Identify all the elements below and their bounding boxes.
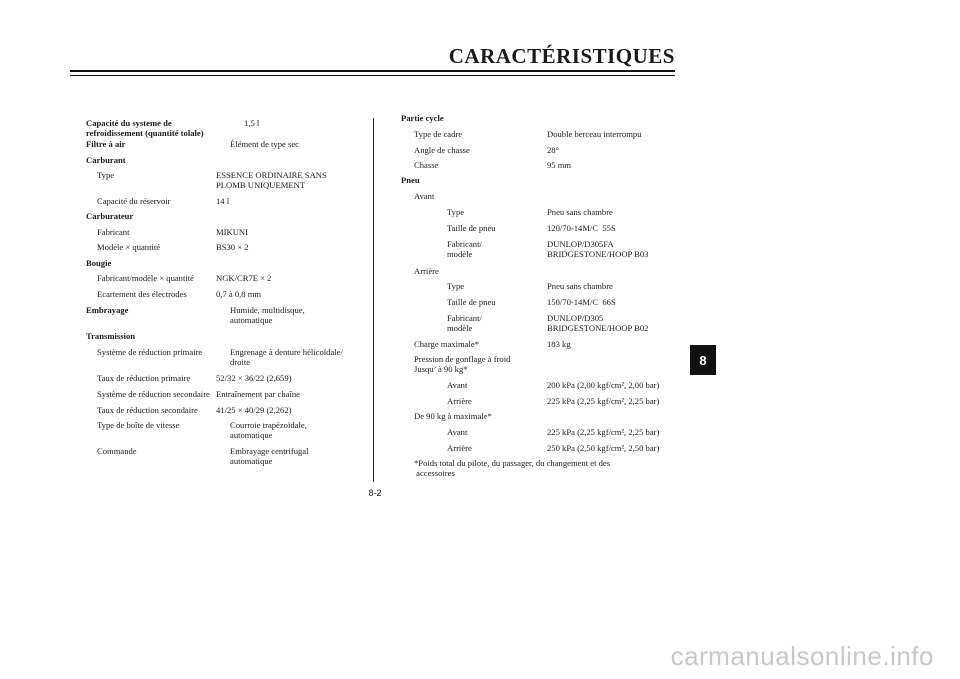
right-label: Partie cycle: [401, 113, 444, 123]
right-label: Avant: [414, 191, 435, 201]
page-title: CARACTÉRISTIQUES: [448, 44, 675, 68]
right-label: Charge maximale*: [414, 339, 479, 349]
left-label: Carburateur: [86, 211, 134, 221]
left-label: Bougie: [86, 258, 112, 268]
right-value: DUNLOP/D305 BRIDGESTONE/HOOP B02: [547, 313, 649, 333]
right-value: 28°: [547, 145, 560, 155]
right-label: Type: [447, 281, 465, 291]
left-label: Transmission: [86, 331, 136, 341]
right-label: Arrière: [447, 396, 472, 406]
left-value: Entraînement par chaîne: [216, 389, 300, 399]
right-value: 250 kPa (2,50 kgf/cm², 2,50 bar): [547, 443, 660, 453]
left-label: Système de réduction primaire: [97, 347, 203, 357]
left-value: Embrayage centrifugal automatique: [230, 446, 309, 466]
left-value: 41/25 × 40/29 (2,262): [216, 405, 292, 415]
right-value: 120/70-14M/C 55S: [547, 223, 616, 233]
right-value: Pneu sans chambre: [547, 207, 613, 217]
left-value: 1,5 l: [244, 118, 260, 128]
left-value: 14 l: [216, 196, 230, 206]
header-rule-thin: [70, 75, 675, 76]
right-label: Avant: [447, 427, 468, 437]
right-value: 225 kPa (2,25 kgf/cm², 2,25 bar): [547, 427, 660, 437]
left-label: Capacité du réservoir: [97, 196, 171, 206]
right-label: Angle de chasse: [414, 145, 470, 155]
right-value: 95 mm: [547, 160, 572, 170]
right-label: Pression de gonflage à froid Jusqu’ à 90 kg*: [414, 354, 511, 374]
left-label: Commande: [97, 446, 137, 456]
left-label: Taux de réduction secondaire: [97, 405, 198, 415]
left-value: Élément de type sec: [230, 139, 299, 149]
left-label: Capacité du systeme de refroidissement (quantité tolale): [86, 118, 204, 138]
left-label: Fabricant: [97, 227, 130, 237]
right-value: 200 kPa (2,00 kgf/cm², 2,00 bar): [547, 380, 660, 390]
left-value: ESSENCE ORDINAIRE SANS PLOMB UNIQUEMENT: [216, 170, 327, 190]
left-label: Filtre à air: [86, 139, 126, 149]
left-value: NGK/CR7E × 2: [216, 273, 272, 283]
left-label: Ecartement des électrodes: [97, 289, 187, 299]
left-label: Carburant: [86, 155, 126, 165]
right-value: 183 kg: [547, 339, 571, 349]
left-label: Modèle × quantité: [97, 242, 161, 252]
right-value: 150/70-14M/C 66S: [547, 297, 616, 307]
left-value: BS30 × 2: [216, 242, 249, 252]
right-label: Fabricant/ modèle: [447, 239, 482, 259]
footnote: *Poids total du pilote, du passager, du changement et des accessoires: [414, 458, 611, 478]
right-label: De 90 kg à maximale*: [414, 411, 492, 421]
right-value: DUNLOP/D305FA BRIDGESTONE/HOOP B03: [547, 239, 649, 259]
left-label: Type de boîte de vitesse: [97, 420, 180, 430]
right-label: Type: [447, 207, 465, 217]
section-tab: 8: [690, 345, 716, 375]
left-value: 0,7 à 0,8 mm: [216, 289, 262, 299]
right-value: 225 kPa (2,25 kgf/cm², 2,25 bar): [547, 396, 660, 406]
right-label: Taille de pneu: [447, 223, 496, 233]
right-label: Fabricant/ modèle: [447, 313, 482, 333]
right-label: Arrière: [414, 266, 439, 276]
left-value: MIKUNI: [216, 227, 248, 237]
right-label: Type de cadre: [414, 129, 463, 139]
left-label: Fabricant/modèle × quantité: [97, 273, 194, 283]
left-label: Système de réduction secondaire: [97, 389, 210, 399]
right-label: Chasse: [414, 160, 439, 170]
left-value: Courroie trapézoïdale, automatique: [230, 420, 307, 440]
right-label: Arrière: [447, 443, 472, 453]
column-divider: [373, 118, 374, 482]
left-value: 52/32 × 36/22 (2,659): [216, 373, 292, 383]
right-label: Taille de pneu: [447, 297, 496, 307]
right-value: Pneu sans chambre: [547, 281, 613, 291]
left-label: Embrayage: [86, 305, 129, 315]
left-label: Taux de réduction primaire: [97, 373, 191, 383]
watermark: carmanualsonline.info: [670, 641, 934, 671]
left-label: Type: [97, 170, 115, 180]
right-label: Avant: [447, 380, 468, 390]
right-label: Pneu: [401, 175, 420, 185]
left-value: Engrenage à denture hélicoïdale/ droite: [230, 347, 343, 367]
header-rule-thick: [70, 70, 675, 72]
left-value: Humide, multidisque, automatique: [230, 305, 305, 325]
page-number: 8-2: [368, 488, 382, 498]
right-value: Double berceau interrompu: [547, 129, 642, 139]
